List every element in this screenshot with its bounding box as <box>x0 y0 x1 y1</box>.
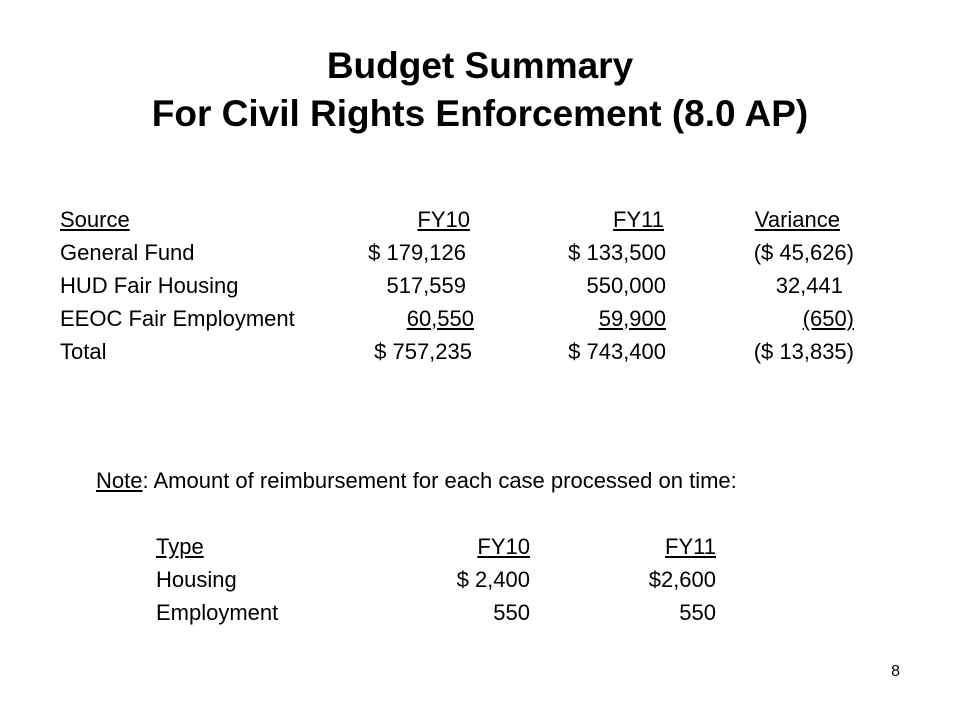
page-number: 8 <box>891 663 900 680</box>
row-variance: ($ 13,835) <box>753 339 854 364</box>
slide-title: Budget Summary <box>326 45 634 86</box>
note-label: Note <box>96 468 143 493</box>
row-fy11: 59,900 <box>598 306 666 331</box>
row-fy10: $ 757,235 <box>374 339 472 364</box>
row-fy11: $2,600 <box>648 567 716 592</box>
row-fy11: 550,000 <box>586 273 666 298</box>
row-fy11: $ 133,500 <box>568 240 666 265</box>
header-fy11: FY11 <box>613 207 664 232</box>
row-fy10: $ 2,400 <box>456 567 530 592</box>
row-variance: ($ 45,626) <box>753 240 854 265</box>
header-fy10: FY10 <box>417 207 470 232</box>
row-variance: (650) <box>802 306 854 331</box>
row-fy10: $ 179,126 <box>368 240 466 265</box>
row-fy11: 550 <box>679 600 716 625</box>
row-fy11: $ 743,400 <box>568 339 666 364</box>
header-type: Type <box>156 534 204 559</box>
row-source: Total <box>60 339 107 364</box>
row-source: General Fund <box>60 240 195 265</box>
header-fy11: FY11 <box>665 534 716 559</box>
note-line <box>96 468 737 494</box>
header-fy10: FY10 <box>477 534 530 559</box>
header-source: Source <box>60 207 130 232</box>
row-type: Housing <box>156 567 237 592</box>
row-fy10: 550 <box>493 600 530 625</box>
row-source: EEOC Fair Employment <box>60 306 295 331</box>
row-variance: 32,441 <box>775 273 843 298</box>
row-fy10: 517,559 <box>386 273 466 298</box>
row-type: Employment <box>156 600 279 625</box>
slide-subtitle: For Civil Rights Enforcement (8.0 AP) <box>151 93 809 134</box>
header-variance: Variance <box>754 207 840 232</box>
row-fy10: 60,550 <box>406 306 474 331</box>
row-source: HUD Fair Housing <box>60 273 239 298</box>
note-text: : Amount of reimbursement for each case processed on time: <box>142 468 737 493</box>
